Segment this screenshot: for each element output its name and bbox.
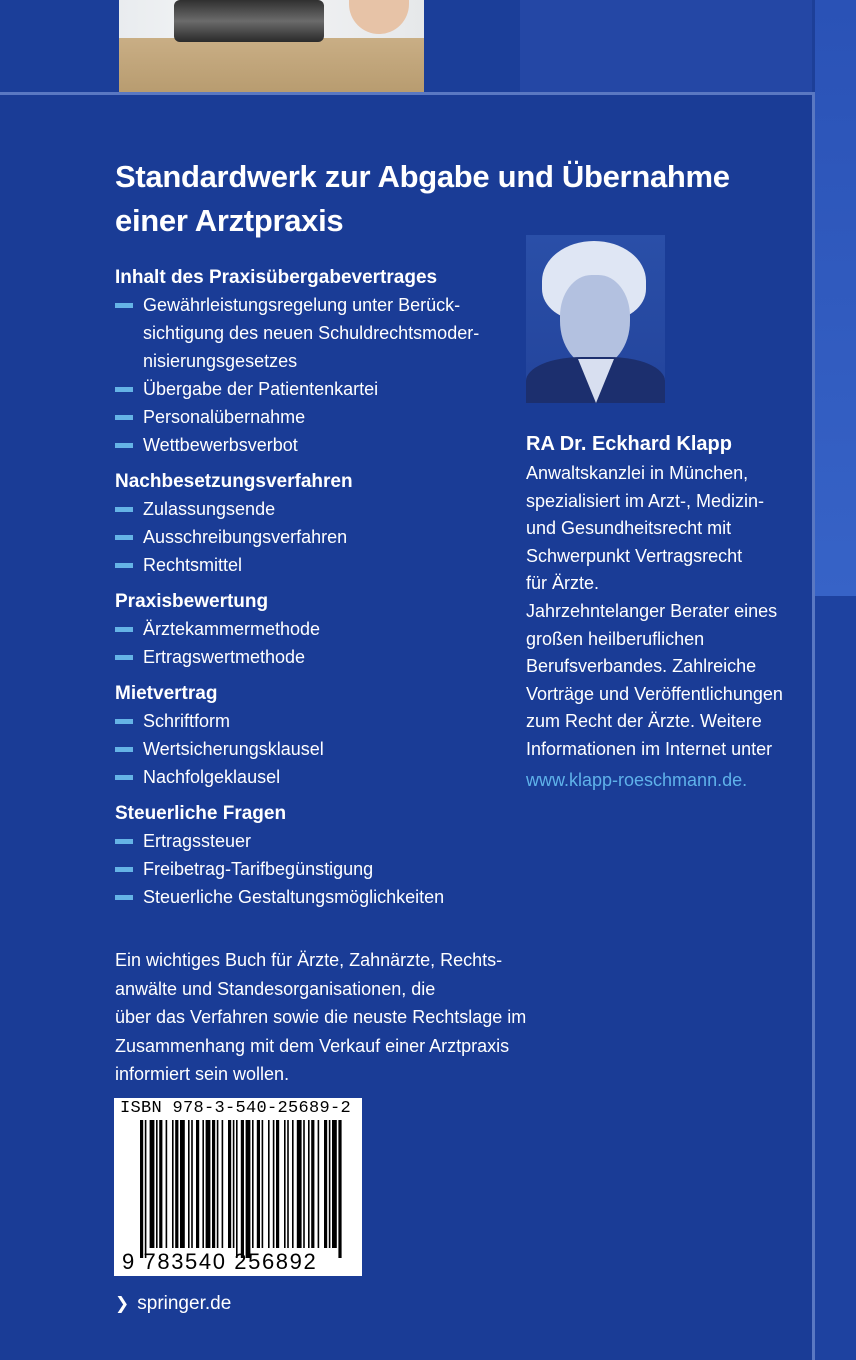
section-title: Steuerliche Fragen — [115, 803, 287, 824]
barcode-bar — [206, 1120, 211, 1248]
section-title: Inhalt des Praxisübergabevertrages — [115, 267, 438, 288]
dash-bullet-icon — [115, 719, 133, 724]
list-item — [115, 827, 515, 855]
barcode-bar — [180, 1120, 185, 1248]
list-item — [115, 551, 515, 579]
publisher-link[interactable] — [115, 1293, 231, 1315]
list-item-text: Steuerliche Gestaltungsmöglichkeiten — [143, 887, 445, 907]
barcode-bar — [140, 1120, 143, 1258]
list-item — [115, 291, 515, 319]
author-photo — [526, 235, 665, 403]
list-item-text: Ertragswertmethode — [143, 647, 306, 667]
barcode-bar — [308, 1120, 310, 1248]
author-website-link[interactable]: www.klapp-roeschmann.de. — [526, 770, 748, 790]
section — [115, 801, 515, 911]
section — [115, 265, 515, 459]
barcode-bar — [217, 1120, 219, 1248]
dash-bullet-icon — [115, 415, 133, 420]
barcode-bar — [268, 1120, 270, 1248]
barcode-bar — [252, 1120, 254, 1248]
barcode-bar — [175, 1120, 178, 1248]
barcode-bar — [287, 1120, 289, 1248]
list-item — [115, 523, 515, 551]
list-item-continuation: nisierungsgesetzes — [143, 351, 298, 371]
barcode-bar — [303, 1120, 305, 1248]
blurb-line: anwälte und Standesorganisationen, die — [115, 978, 436, 999]
chevron-right-icon: ❯ — [115, 1294, 130, 1313]
list-item — [115, 883, 515, 911]
author-bio-line: für Ärzte. — [526, 573, 600, 594]
barcode-bar — [212, 1120, 215, 1248]
barcode-bar — [318, 1120, 320, 1248]
ean-digits: 9 783540 256892 — [122, 1249, 318, 1274]
clipboard-clip — [174, 0, 324, 42]
author-bio-line: Vorträge und Veröffentlichungen — [526, 683, 783, 704]
list-item-text: Wertsicherungsklausel — [143, 739, 324, 759]
barcode-bar — [257, 1120, 260, 1248]
author-name: RA Dr. Eckhard Klapp — [526, 433, 732, 455]
barcode-bar — [233, 1120, 235, 1248]
barcode-bar — [222, 1120, 224, 1248]
barcode-bar — [246, 1120, 251, 1258]
list-item — [115, 495, 515, 523]
author-bio — [526, 460, 816, 764]
author-bio-line: zum Recht der Ärzte. Weitere — [526, 711, 762, 732]
list-item-text: Wettbewerbsverbot — [143, 435, 298, 455]
contents-list — [115, 265, 515, 921]
dash-bullet-icon — [115, 867, 133, 872]
list-item — [115, 375, 515, 403]
list-item-text: Übergabe der Patientenkartei — [143, 379, 379, 399]
dash-bullet-icon — [115, 655, 133, 660]
dash-bullet-icon — [115, 387, 133, 392]
dash-bullet-icon — [115, 443, 133, 448]
list-item — [115, 763, 515, 791]
barcode-bar — [262, 1120, 264, 1248]
book-blurb — [115, 946, 535, 1089]
blurb-line: über das Verfahren sowie die neuste Rechtslage im — [115, 1007, 527, 1027]
barcode-bar — [332, 1120, 337, 1248]
barcode-bar — [159, 1120, 162, 1248]
spine-edge-highlight — [815, 0, 856, 596]
hand — [349, 0, 409, 34]
list-item — [115, 403, 515, 431]
barcode-bar — [150, 1120, 155, 1248]
cover-photo-fragment — [119, 0, 424, 92]
dash-bullet-icon — [115, 839, 133, 844]
list-item-text: Gewährleistungsregelung unter Berück- — [143, 295, 461, 315]
list-item-text: Rechtsmittel — [143, 555, 243, 575]
dash-bullet-icon — [115, 507, 133, 512]
barcode-bar — [156, 1120, 158, 1248]
section — [115, 589, 515, 671]
list-item-continuation: sichtigung des neuen Schuldrechtsmoder- — [143, 323, 480, 343]
list-item-text: Freibetrag-Tarifbegünstigung — [143, 859, 374, 879]
top-band-right — [520, 0, 812, 92]
barcode-bar — [191, 1120, 193, 1248]
section-title: Praxisbewertung — [115, 591, 269, 612]
barcode-bar — [273, 1120, 275, 1248]
barcode-bar — [172, 1120, 174, 1248]
dash-bullet-icon — [115, 627, 133, 632]
list-item — [115, 735, 515, 763]
barcode-bar — [188, 1120, 190, 1248]
dash-bullet-icon — [115, 775, 133, 780]
barcode-bar — [338, 1120, 341, 1258]
list-item — [115, 643, 515, 671]
dash-bullet-icon — [115, 747, 133, 752]
blurb-line: Ein wichtiges Buch für Ärzte, Zahnärzte, Rechts- — [115, 950, 503, 970]
author-bio-line: und Gesundheitsrecht mit — [526, 518, 732, 539]
barcode-bar — [196, 1120, 199, 1248]
author-bio-line: Schwerpunkt Vertragsrecht — [526, 545, 743, 566]
author-bio-line: Jahrzehntelanger Berater eines — [526, 600, 778, 621]
list-item — [115, 615, 515, 643]
section-title: Mietvertrag — [115, 683, 218, 704]
author-bio-line: Informationen im Internet unter — [526, 738, 773, 759]
list-item-text: Ertragssteuer — [143, 831, 252, 851]
list-item-text: Ärztekammermethode — [143, 619, 321, 639]
barcode-bar — [292, 1120, 294, 1248]
blurb-line: Zusammenhang mit dem Verkauf einer Arztpraxis — [115, 1035, 510, 1056]
barcode-bar — [145, 1120, 147, 1258]
barcode-bar — [202, 1120, 204, 1248]
isbn-barcode — [114, 1098, 362, 1276]
headline-line-2: einer Arztpraxis — [115, 203, 344, 238]
barcode-bar — [228, 1120, 231, 1248]
barcode-bar — [311, 1120, 314, 1248]
author-bio-line: Anwaltskanzlei in München, — [526, 463, 749, 483]
panel-border-top — [0, 92, 815, 95]
author-bio-line: Berufsverbandes. Zahlreiche — [526, 656, 757, 677]
isbn-text: ISBN 978-3-540-25689-2 — [120, 1099, 352, 1118]
barcode-bar — [297, 1120, 302, 1248]
barcode-bar — [324, 1120, 327, 1248]
list-item-text: Schriftform — [143, 711, 231, 731]
barcode-bar — [284, 1120, 286, 1248]
publisher-url: springer.de — [137, 1293, 232, 1314]
dash-bullet-icon — [115, 563, 133, 568]
dash-bullet-icon — [115, 895, 133, 900]
barcode-bar — [241, 1120, 244, 1258]
author-face — [560, 275, 630, 367]
clipboard — [119, 38, 424, 92]
section-title: Nachbesetzungsverfahren — [115, 471, 353, 492]
headline-line-1: Standardwerk zur Abgabe und Übernahme — [115, 159, 730, 194]
list-item-text: Ausschreibungsverfahren — [143, 527, 348, 547]
dash-bullet-icon — [115, 535, 133, 540]
barcode-bar — [329, 1120, 331, 1248]
list-item-text: Nachfolgeklausel — [143, 767, 281, 787]
section — [115, 469, 515, 579]
author-bio-line: spezialisiert im Arzt-, Medizin- — [526, 490, 765, 511]
list-item — [115, 431, 515, 459]
blurb-line: informiert sein wollen. — [115, 1064, 290, 1084]
dash-bullet-icon — [115, 303, 133, 308]
list-item-text: Personalübernahme — [143, 407, 306, 427]
list-item — [115, 707, 515, 735]
barcode-bar — [276, 1120, 279, 1248]
section — [115, 681, 515, 791]
list-item-text: Zulassungsende — [143, 499, 276, 519]
barcode-bar — [236, 1120, 238, 1258]
barcode-bar — [166, 1120, 168, 1248]
list-item — [115, 855, 515, 883]
headline — [115, 155, 755, 243]
author-bio-line: großen heilberuflichen — [526, 628, 705, 649]
